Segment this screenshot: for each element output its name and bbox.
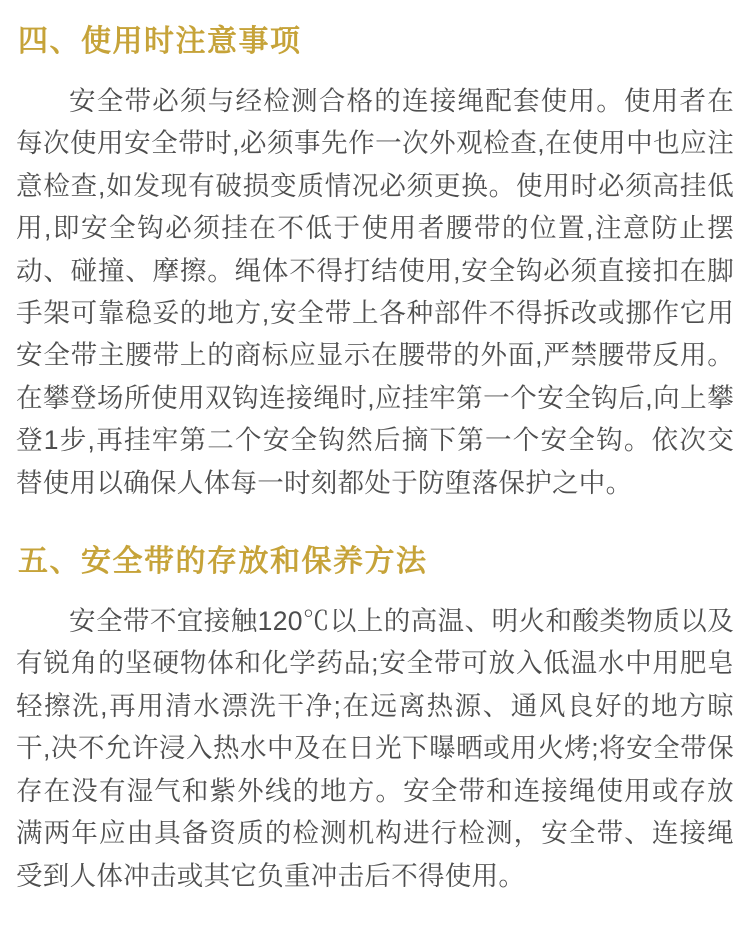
paragraph-storage-care: 安全带不宜接触120℃以上的高温、明火和酸类物质以及有锐角的坚硬物体和化学药品;安全带可放入低温水中用肥皂轻擦洗,再用清水漂洗干净;在远离热源、通风良好的地方晾干,决不允许浸入热水中及在日光下曝晒或用火烤;将安全带保存在没有湿气和紫外线的地方。安全带和连接绳使用或存放满两年应由具备资质的检测机构进行检测，安全带、连接绳受到人体冲击或其它负重冲击后不得使用。: [16, 606, 734, 891]
section-divider-space: [14, 504, 736, 544]
paragraph-usage-notes: 安全带必须与经检测合格的连接绳配套使用。使用者在每次使用安全带时,必须事先作一次外观检查,在使用中也应注意检查,如发现有破损变质情况必须更换。使用时必须高挂低用,即安全钩必须挂在不低于使用者腰带的位置,注意防止摆动、碰撞、摩擦。绳体不得打结使用,安全钩必须直接扣在脚手架可靠稳妥的地方,安全带上各种部件不得拆改或挪作它用安全带主腰带上的商标应显示在腰带的外面,严禁腰带反用。在攀登场所使用双钩连接绳时,应挂牢第一个安全钩后,向上攀登1步,再挂牢第二个安全钩然后摘下第一个安全钩。依次交替使用以确保人体每一时刻都处于防堕落保护之中。: [16, 86, 734, 498]
section-heading-usage-notes: 四、使用时注意事项: [18, 25, 302, 58]
section-storage-care: [14, 544, 736, 897]
section-usage-notes: [14, 24, 736, 504]
section-heading-storage-care: 五、安全带的存放和保养方法: [18, 545, 428, 579]
